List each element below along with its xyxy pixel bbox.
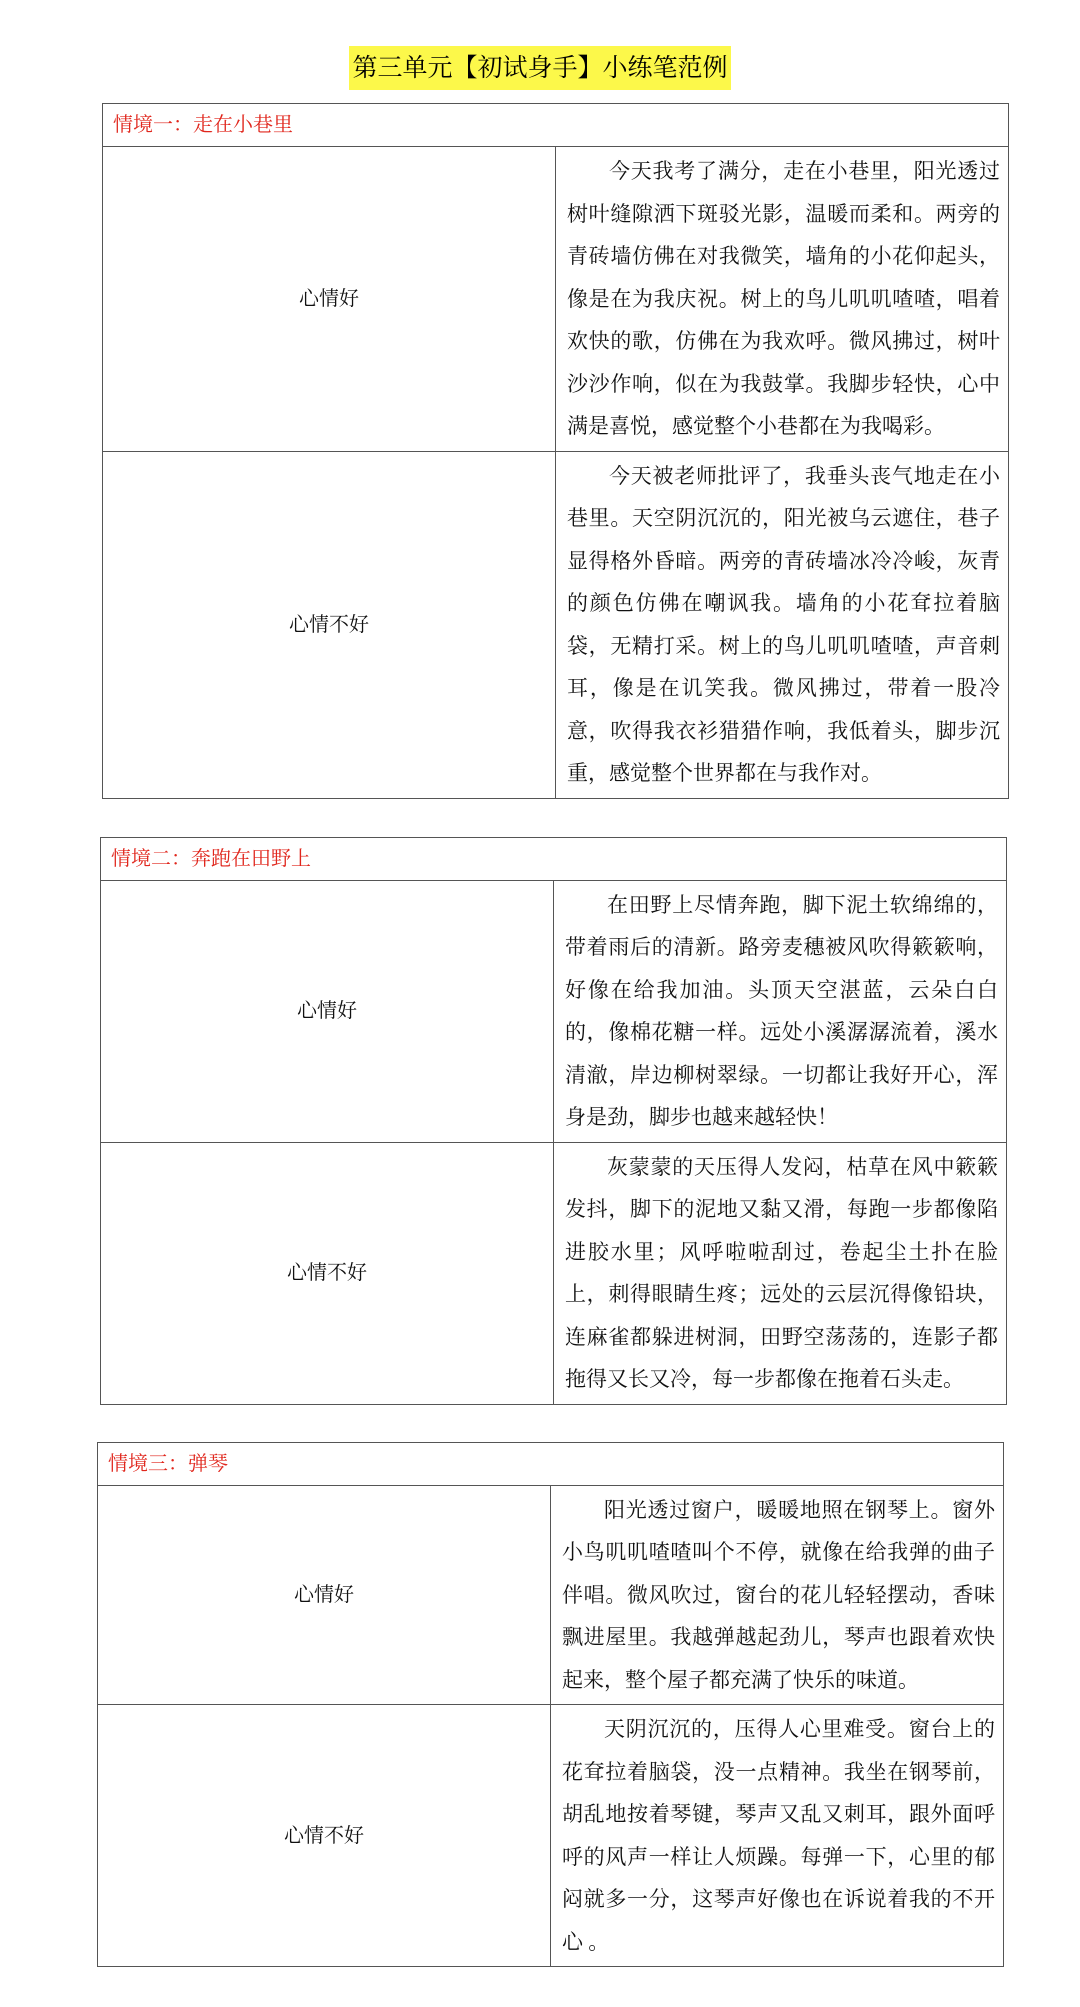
mood-label: 心情不好 xyxy=(98,1705,551,1967)
example-paragraph: 天阴沉沉的，压得人心里难受。窗台上的花耷拉着脑袋，没一点精神。我坐在钢琴前，胡乱地按着琴键，琴声又乱又刺耳，跟外面呼呼的风声一样让人烦躁。每弹一下，心里的郁闷就多一分，这琴声好像也在诉说着我的不开心 。 xyxy=(551,1705,1004,1967)
example-paragraph: 阳光透过窗户，暖暖地照在钢琴上。窗外小鸟叽叽喳喳叫个不停，就像在给我弹的曲子伴唱。微风吹过，窗台的花儿轻轻摆动，香味飘进屋里。我越弹越起劲儿，琴声也跟着欢快起来，整个屋子都充满了快乐的味道。 xyxy=(551,1485,1004,1705)
section-table-2 xyxy=(100,837,1007,1405)
mood-label: 心情好 xyxy=(103,147,556,452)
example-paragraph: 灰蒙蒙的天压得人发闷，枯草在风中簌簌发抖，脚下的泥地又黏又滑，每跑一步都像陷进胶水里；风呼啦啦刮过，卷起尘土扑在脸上，刺得眼睛生疼；远处的云层沉得像铅块，连麻雀都躲进树洞，田野空荡荡的，连影子都拖得又长又冷，每一步都像在拖着石头走。 xyxy=(554,1142,1007,1404)
mood-label: 心情不好 xyxy=(101,1142,554,1404)
table-row xyxy=(103,451,1009,798)
mood-label: 心情不好 xyxy=(103,451,556,798)
section-heading: 情境三：弹琴 xyxy=(98,1442,1004,1485)
table-row xyxy=(101,880,1007,1142)
section-heading: 情境二：奔跑在田野上 xyxy=(101,837,1007,880)
example-paragraph: 在田野上尽情奔跑，脚下泥土软绵绵的，带着雨后的清新。路旁麦穗被风吹得簌簌响，好像在给我加油。头顶天空湛蓝，云朵白白的，像棉花糖一样。远处小溪潺潺流着，溪水清澈，岸边柳树翠绿。一切都让我好开心，浑身是劲，脚步也越来越轻快！ xyxy=(554,880,1007,1142)
mood-label: 心情好 xyxy=(98,1485,551,1705)
table-row xyxy=(103,147,1009,452)
table-row xyxy=(98,1705,1004,1967)
mood-label: 心情好 xyxy=(101,880,554,1142)
section-heading: 情境一：走在小巷里 xyxy=(103,104,1009,147)
page-title: 第三单元【初试身手】小练笔范例 xyxy=(349,46,730,90)
table-row xyxy=(98,1485,1004,1705)
section-table-1 xyxy=(102,103,1009,799)
table-row xyxy=(101,1142,1007,1404)
example-paragraph: 今天被老师批评了，我垂头丧气地走在小巷里。天空阴沉沉的，阳光被乌云遮住，巷子显得格外昏暗。两旁的青砖墙冰冷冷峻，灰青的颜色仿佛在嘲讽我。墙角的小花耷拉着脑袋，无精打采。树上的鸟儿叽叽喳喳，声音刺耳，像是在讥笑我。微风拂过，带着一股冷意，吹得我衣衫猎猎作响，我低着头，脚步沉重，感觉整个世界都在与我作对。 xyxy=(556,451,1009,798)
example-paragraph: 今天我考了满分，走在小巷里，阳光透过树叶缝隙洒下斑驳光影，温暖而柔和。两旁的青砖墙仿佛在对我微笑，墙角的小花仰起头，像是在为我庆祝。树上的鸟儿叽叽喳喳，唱着欢快的歌，仿佛在为我欢呼。微风拂过，树叶沙沙作响，似在为我鼓掌。我脚步轻快，心中满是喜悦，感觉整个小巷都在为我喝彩。 xyxy=(556,147,1009,452)
section-table-3 xyxy=(97,1442,1004,1968)
title-container xyxy=(0,46,1080,90)
